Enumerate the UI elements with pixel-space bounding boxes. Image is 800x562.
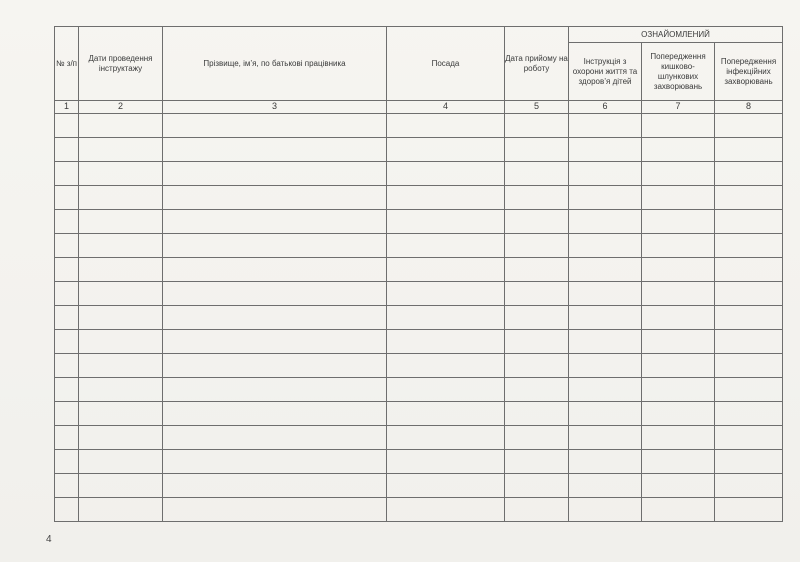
table-cell[interactable] <box>715 330 783 354</box>
header-hire-date: Дата прийому на роботу <box>505 27 569 101</box>
table-cell[interactable] <box>505 378 569 402</box>
table-cell[interactable] <box>387 378 505 402</box>
table-cell[interactable] <box>569 186 642 210</box>
table-cell[interactable] <box>387 498 505 522</box>
table-cell[interactable] <box>505 210 569 234</box>
table-cell[interactable] <box>387 306 505 330</box>
table-row <box>55 402 783 426</box>
table-cell[interactable] <box>715 258 783 282</box>
table-cell[interactable] <box>715 354 783 378</box>
table-cell[interactable] <box>79 474 163 498</box>
table-cell[interactable] <box>79 210 163 234</box>
table-cell[interactable] <box>387 114 505 138</box>
table-cell[interactable] <box>163 186 387 210</box>
table-cell[interactable] <box>569 354 642 378</box>
table-cell[interactable] <box>715 210 783 234</box>
table-cell[interactable] <box>715 426 783 450</box>
table-cell[interactable] <box>163 378 387 402</box>
table-cell[interactable] <box>79 378 163 402</box>
header-briefing-dates: Дати проведення інструктажу <box>79 27 163 101</box>
table-cell[interactable] <box>505 330 569 354</box>
table-cell[interactable] <box>505 498 569 522</box>
table-cell[interactable] <box>715 162 783 186</box>
table-cell[interactable] <box>55 210 79 234</box>
table-row <box>55 474 783 498</box>
table-cell[interactable] <box>163 114 387 138</box>
table-cell[interactable] <box>79 138 163 162</box>
table-cell[interactable] <box>55 186 79 210</box>
table-cell[interactable] <box>163 450 387 474</box>
table-cell[interactable] <box>505 162 569 186</box>
table-cell[interactable] <box>55 258 79 282</box>
table-row <box>55 234 783 258</box>
table-cell[interactable] <box>505 234 569 258</box>
table-cell[interactable] <box>505 306 569 330</box>
table-cell[interactable] <box>55 282 79 306</box>
table-cell[interactable] <box>387 258 505 282</box>
table-row <box>55 162 783 186</box>
table-cell[interactable] <box>163 210 387 234</box>
table-cell[interactable] <box>569 306 642 330</box>
table-cell[interactable] <box>642 186 715 210</box>
table-cell[interactable] <box>55 114 79 138</box>
table-cell[interactable] <box>569 450 642 474</box>
table-cell[interactable] <box>715 186 783 210</box>
table-cell[interactable] <box>79 258 163 282</box>
table-cell[interactable] <box>163 330 387 354</box>
table-cell[interactable] <box>715 234 783 258</box>
table-cell[interactable] <box>569 234 642 258</box>
table-cell[interactable] <box>569 378 642 402</box>
table-cell[interactable] <box>715 474 783 498</box>
table-cell[interactable] <box>642 450 715 474</box>
table-cell[interactable] <box>715 138 783 162</box>
table-cell[interactable] <box>387 450 505 474</box>
table-cell[interactable] <box>642 282 715 306</box>
table-cell[interactable] <box>715 114 783 138</box>
table-cell[interactable] <box>505 450 569 474</box>
header-infectious-disease-prevention: Попередження інфекційних захворювань <box>715 43 783 101</box>
column-number: 4 <box>387 101 505 114</box>
table-cell[interactable] <box>505 354 569 378</box>
table-cell[interactable] <box>569 330 642 354</box>
table-cell[interactable] <box>387 234 505 258</box>
table-cell[interactable] <box>79 186 163 210</box>
table-cell[interactable] <box>163 354 387 378</box>
table-cell[interactable] <box>505 186 569 210</box>
table-row <box>55 114 783 138</box>
table-cell[interactable] <box>569 138 642 162</box>
table-cell[interactable] <box>387 210 505 234</box>
column-number-row <box>55 101 783 114</box>
table-cell[interactable] <box>505 282 569 306</box>
table-cell[interactable] <box>642 138 715 162</box>
table-cell[interactable] <box>79 450 163 474</box>
table-cell[interactable] <box>163 306 387 330</box>
table-cell[interactable] <box>715 450 783 474</box>
table-cell[interactable] <box>642 258 715 282</box>
table-cell[interactable] <box>387 138 505 162</box>
table-row <box>55 306 783 330</box>
table-cell[interactable] <box>387 186 505 210</box>
table-cell[interactable] <box>387 474 505 498</box>
table-row <box>55 378 783 402</box>
table-cell[interactable] <box>55 354 79 378</box>
header-intestinal-disease-prevention: Попередження кишково-шлункових захворювань <box>642 43 715 101</box>
table-cell[interactable] <box>642 306 715 330</box>
table-cell[interactable] <box>163 498 387 522</box>
table-cell[interactable] <box>387 282 505 306</box>
table-cell[interactable] <box>55 378 79 402</box>
table-cell[interactable] <box>387 330 505 354</box>
header-number: № з/п <box>55 27 79 101</box>
table-cell[interactable] <box>163 426 387 450</box>
table-cell[interactable] <box>642 330 715 354</box>
table-cell[interactable] <box>387 162 505 186</box>
table-row <box>55 210 783 234</box>
table-row <box>55 282 783 306</box>
table-cell[interactable] <box>715 402 783 426</box>
column-number: 7 <box>642 101 715 114</box>
table-cell[interactable] <box>387 426 505 450</box>
table-cell[interactable] <box>79 426 163 450</box>
table-cell[interactable] <box>55 402 79 426</box>
table-cell[interactable] <box>715 378 783 402</box>
table-cell[interactable] <box>715 282 783 306</box>
table-cell[interactable] <box>79 234 163 258</box>
table-cell[interactable] <box>163 402 387 426</box>
table-cell[interactable] <box>642 114 715 138</box>
table-row <box>55 426 783 450</box>
table-row <box>55 186 783 210</box>
table-cell[interactable] <box>163 282 387 306</box>
table-cell[interactable] <box>387 354 505 378</box>
table-cell[interactable] <box>79 330 163 354</box>
column-number: 3 <box>163 101 387 114</box>
table-cell[interactable] <box>55 234 79 258</box>
table-cell[interactable] <box>715 306 783 330</box>
table-cell[interactable] <box>715 498 783 522</box>
table-cell[interactable] <box>163 258 387 282</box>
table-cell[interactable] <box>642 498 715 522</box>
table-cell[interactable] <box>569 258 642 282</box>
table-cell[interactable] <box>642 162 715 186</box>
briefing-journal-table <box>54 26 783 522</box>
table-row <box>55 354 783 378</box>
column-number: 6 <box>569 101 642 114</box>
table-cell[interactable] <box>505 474 569 498</box>
table-cell[interactable] <box>79 498 163 522</box>
table-cell[interactable] <box>79 162 163 186</box>
table-cell[interactable] <box>163 474 387 498</box>
table-cell[interactable] <box>505 426 569 450</box>
table-row <box>55 330 783 354</box>
table-cell[interactable] <box>642 234 715 258</box>
table-cell[interactable] <box>505 402 569 426</box>
table-cell[interactable] <box>642 354 715 378</box>
table-row <box>55 498 783 522</box>
table-cell[interactable] <box>569 162 642 186</box>
table-cell[interactable] <box>569 498 642 522</box>
table-cell[interactable] <box>569 282 642 306</box>
table-cell[interactable] <box>569 210 642 234</box>
table-cell[interactable] <box>642 426 715 450</box>
table-cell[interactable] <box>55 162 79 186</box>
table-cell[interactable] <box>505 258 569 282</box>
table-cell[interactable] <box>642 474 715 498</box>
table-cell[interactable] <box>163 162 387 186</box>
table-cell[interactable] <box>55 330 79 354</box>
header-acquainted-group: ОЗНАЙОМЛЕНИЙ <box>569 27 783 43</box>
page-number: 4 <box>46 534 52 545</box>
table-cell[interactable] <box>79 114 163 138</box>
column-number: 2 <box>79 101 163 114</box>
table-cell[interactable] <box>569 426 642 450</box>
table-cell[interactable] <box>79 306 163 330</box>
table-cell[interactable] <box>79 282 163 306</box>
table-row <box>55 450 783 474</box>
table-cell[interactable] <box>505 114 569 138</box>
table-cell[interactable] <box>642 210 715 234</box>
table-cell[interactable] <box>505 138 569 162</box>
table-cell[interactable] <box>387 402 505 426</box>
header-child-safety-instruction: Інструкція з охорони життя та здоров’я дітей <box>569 43 642 101</box>
table-cell[interactable] <box>55 306 79 330</box>
header-full-name: Прізвище, ім’я, по батькові працівника <box>163 27 387 101</box>
table-cell[interactable] <box>55 138 79 162</box>
table-cell[interactable] <box>569 474 642 498</box>
table-cell[interactable] <box>79 354 163 378</box>
table-cell[interactable] <box>163 234 387 258</box>
table-row <box>55 138 783 162</box>
table-cell[interactable] <box>163 138 387 162</box>
table-cell[interactable] <box>55 450 79 474</box>
header-position: Посада <box>387 27 505 101</box>
table-cell[interactable] <box>55 426 79 450</box>
column-number: 8 <box>715 101 783 114</box>
column-number: 1 <box>55 101 79 114</box>
table-cell[interactable] <box>79 402 163 426</box>
table-row <box>55 258 783 282</box>
table-cell[interactable] <box>569 402 642 426</box>
table-cell[interactable] <box>55 498 79 522</box>
table-cell[interactable] <box>55 474 79 498</box>
table-cell[interactable] <box>642 402 715 426</box>
table-cell[interactable] <box>642 378 715 402</box>
column-number: 5 <box>505 101 569 114</box>
table-cell[interactable] <box>569 114 642 138</box>
